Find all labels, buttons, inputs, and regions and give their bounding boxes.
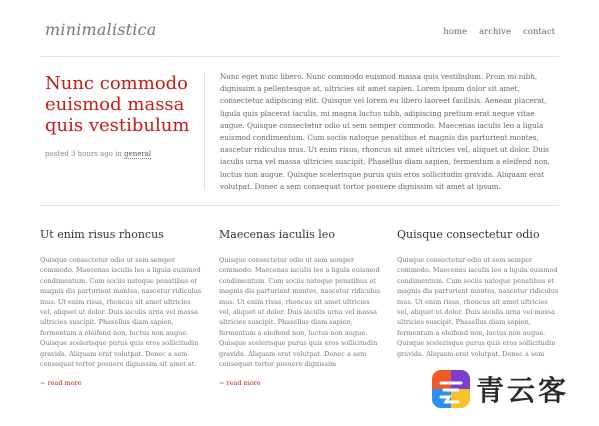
featured-post-body: Nunc eget nunc libero. Nunc commodo euismod massa quis vestibulum. Proin mi nibh, dignissim a pellentesque at, ultricies sit amet sapien. Lorem ipsum dolor sit amet, consectetur adipiscing elit. Quisque vel lorem eu libero laoreet facilisis. Aenean placerat, ligula quis placerat iaculis, mi magna luctus nibh, adipiscing pretium erat neque vitae augue. Quisque consectetur odio ut sem semper commodo. Maecenas iaculis leo a ligula euismod condimentum. Cum sociis natoque penatibus et magnis dis parturient montes, nascetur ridiculus mus. Ut enim risus, rhoncus sit amet ultricies vel, aliquet ut dolor. Duis iaculis urna vel massa ultricies suscipit. Phasellus diam sapien, fermentum a eleifend non, luctus non augue. Quisque scelerisque purus quis eros sollicitudin gravida. Aliquam erat volutpat. Donec a sem consequat tortor posuere dignissim sit amet at ipsum. bbox=[220, 72, 550, 191]
article-excerpt-3: Quisque consectetur odio ut sem semper commodo. Maecenas iaculis leo a ligula euismod condimentum. Cum sociis natoque penatibus et magnis dis parturient montes, nascetur ridiculus mus. Ut enim risus, rhoncus sit amet ultricies vel, aliquet ut dolor. Duis iaculis urna vel massa ultricies suscipit. Phasellus diam sapien, fermentum a eleifend non, luctus non augue. Quisque scelerisque purus quis eros sollicitudin gravida. Aliquam erat volutpat. Donec a sem bbox=[397, 256, 559, 358]
featured-divider bbox=[204, 72, 205, 190]
article-title-2[interactable]: Maecenas iaculis leo bbox=[219, 228, 335, 241]
article-excerpt-2: Quisque consectetur odio ut sem semper commodo. Maecenas iaculis leo a ligula euismod condimentum. Cum sociis natoque penatibus et magnis dis parturient montes, nascetur ridiculus mus. Ut enim risus, rhoncus sit amet ultricies vel, aliquet ut dolor. Duis iaculis urna vel massa ultricies suscipit. Phasellus diam sapien, fermentum a eleifend non, luctus non augue. Quisque scelerisque purus quis eros sollicitudin gravida. Aliquam erat volutpat. Donec a sem consequat tortor posuere dignissim bbox=[219, 256, 381, 369]
header-divider bbox=[40, 56, 559, 57]
post-meta bbox=[45, 150, 151, 158]
section-divider bbox=[40, 205, 559, 206]
site-title[interactable]: minimalistica bbox=[45, 20, 157, 39]
category-link[interactable]: general bbox=[124, 150, 152, 158]
read-more-link-2[interactable]: ~ read more bbox=[219, 379, 261, 387]
posted-time-text: posted 3 hours ago in bbox=[45, 150, 122, 158]
article-excerpt-1: Quisque consectetur odio ut sem semper commodo. Maecenas iaculis leo a ligula euismod condimentum. Cum sociis natoque penatibus et magnis dis parturient montes, nascetur ridiculus mus. Ut enim risus, rhoncus sit amet ultricies vel, aliquet ut dolor. Duis iaculis urna vel massa ultricies suscipit. Phasellus diam sapien, fermentum a eleifend non, luctus non augue. Quisque scelerisque purus quis eros sollicitudin gravida. Aliquam erat volutpat. Donec a sem consequat tortor posuere dignissim sit amet at. bbox=[40, 256, 202, 369]
article-title-1[interactable]: Ut enim risus rhoncus bbox=[40, 228, 164, 241]
nav-home-link[interactable]: home bbox=[443, 27, 468, 37]
nav-contact-link[interactable]: contact bbox=[522, 27, 555, 37]
article-title-3[interactable]: Quisque consectetur odio bbox=[397, 228, 540, 241]
article-column-1 bbox=[40, 228, 202, 387]
featured-post-title[interactable]: Nunc commodo euismod massa quis vestibulum bbox=[45, 73, 190, 136]
article-column-3 bbox=[397, 228, 559, 359]
main-nav bbox=[443, 27, 555, 37]
nav-archive-link[interactable]: archive bbox=[479, 27, 511, 37]
watermark-logo bbox=[432, 369, 569, 409]
watermark-text: 青云客 bbox=[476, 374, 570, 407]
read-more-link-1[interactable]: ~ read more bbox=[40, 379, 82, 387]
qingyunke-logo-icon bbox=[432, 370, 470, 408]
article-column-2 bbox=[219, 228, 381, 387]
